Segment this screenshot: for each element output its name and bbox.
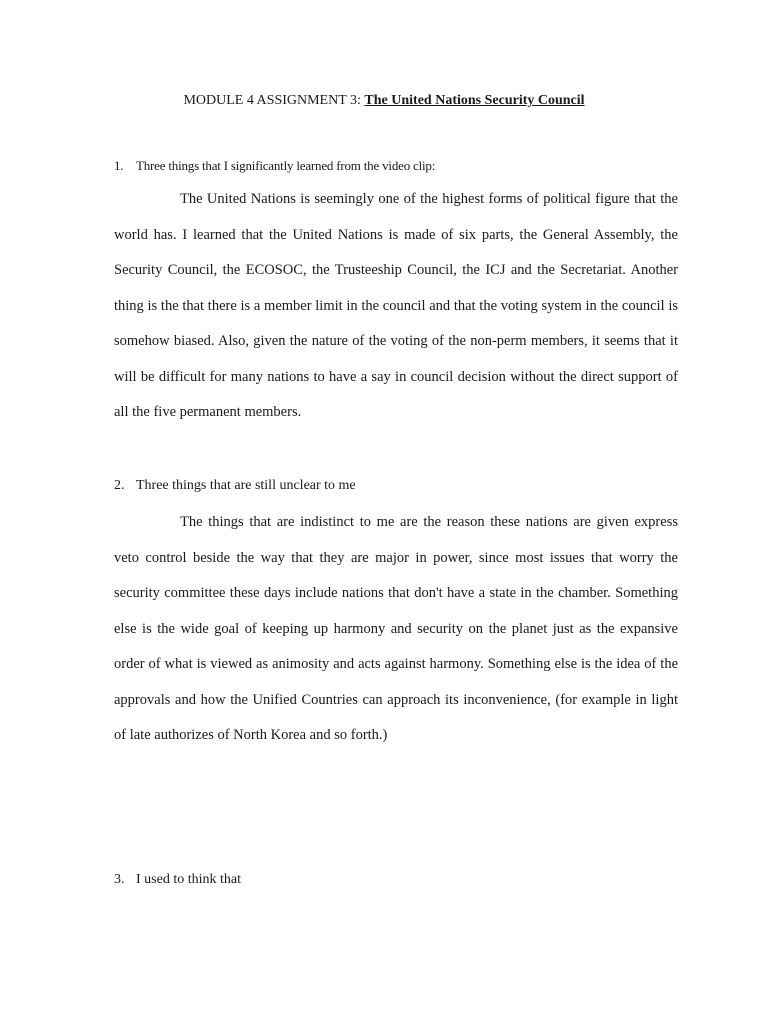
section-2-paragraph (114, 505, 678, 754)
section-3-heading-text: I used to think that (136, 872, 241, 887)
section-2-heading (114, 476, 356, 496)
section-1-number: 1. (114, 158, 124, 173)
section-1-heading (114, 156, 435, 176)
section-3-heading (114, 870, 241, 890)
section-1-body: The United Nations is seemingly one of the highest forms of political figure that the world has. I learned that the United Nations is made of six parts, the General Assembly, the Security Council, the ECOSOC, the Trusteeship Council, the ICJ and the Secretariat. Another thing is the that there is a member limit in the council and that the voting system in the council is somehow biased. Also, given the nature of the voting of the non-perm members, it seems that it will be difficult for many nations to have a say in council decision without the direct support of all the five permanent members. (114, 191, 678, 420)
section-2-number: 2. (114, 478, 125, 493)
title-emphasis: The United Nations Security Council (364, 93, 585, 108)
title-prefix: MODULE 4 ASSIGNMENT 3: (183, 93, 365, 108)
section-1-heading-text: Three things that I significantly learned from the video clip: (136, 158, 436, 173)
section-1-paragraph (114, 182, 678, 431)
section-3-number: 3. (114, 872, 125, 887)
page-title (0, 91, 768, 111)
section-2-heading-text: Three things that are still unclear to me (136, 478, 356, 493)
section-2-body: The things that are indistinct to me are the reason these nations are given express veto control beside the way that they are major in power, since most issues that worry the security committee these days include nations that don't have a state in the chamber. Something else is the wide goal of keeping up harmony and security on the planet just as the expansive order of what is viewed as animosity and acts against harmony. Something else is the idea of the approvals and how the Unified Countries can approach its inconvenience, (for example in light of late authorizes of North Korea and so forth.) (114, 514, 678, 743)
